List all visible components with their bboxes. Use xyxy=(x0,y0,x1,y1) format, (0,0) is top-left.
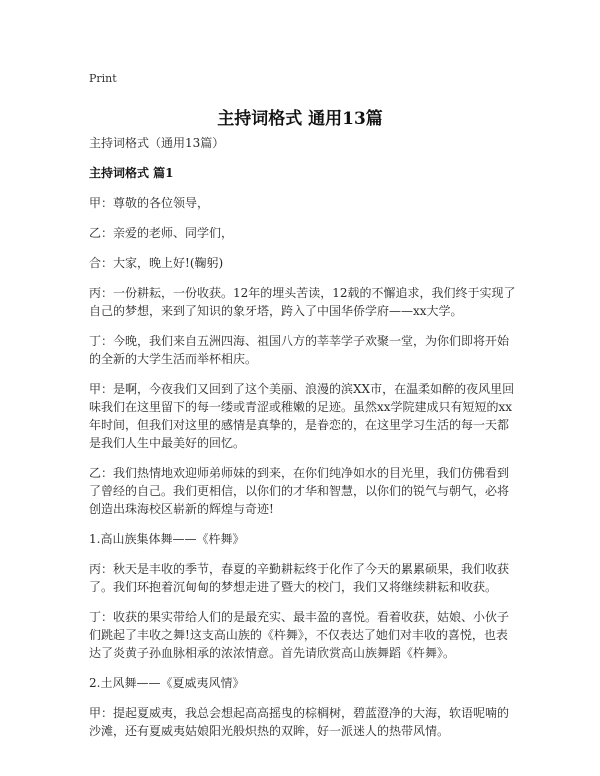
paragraph: 乙：我们热情地欢迎师弟师妹的到来，在你们纯净如水的目光里，我们仿佛看到了曾经的自己。我们更相信，以你们的才华和智慧，以你们的锐气与朝气，必将创造出珠海校区崭新的辉煌与奇迹! xyxy=(89,466,510,516)
paragraph: 丁：今晚，我们来自五洲四海、祖国八方的莘莘学子欢聚一堂，为你们即将开始的全新的大学生活而举杯相庆。 xyxy=(89,334,510,366)
print-label[interactable]: Print xyxy=(89,72,117,85)
document-body xyxy=(89,134,519,740)
paragraph: 甲：尊敬的各位领导， xyxy=(89,196,210,210)
paragraph: 丙：秋天是丰收的季节，春夏的辛勤耕耘终于化作了今天的累累硕果，我们收获了。我们环抱着沉甸甸的梦想走进了暨大的校门，我们又将继续耕耘和收获。 xyxy=(89,562,510,594)
doc-subtitle: 主持词格式（通用13篇） xyxy=(89,136,225,150)
item-heading: 1.高山族集体舞——《杵舞》 xyxy=(89,532,245,546)
paragraph: 甲：是啊，今夜我们又回到了这个美丽、浪漫的滨XX市，在温柔如醉的夜风里回味我们在这里留下的每一缕或青涩或稚嫩的足迹。虽然xx学院建成只有短短的xx年时间，但我们对这里的感情是真挚的，是眷恋的，在这里学习生活的每一天都是我们人生中最美好的回忆。 xyxy=(89,382,515,450)
page-title: 主持词格式 通用13篇 xyxy=(217,109,383,129)
paragraph: 丁：收获的果实带给人们的是最充实、最丰盈的喜悦。看着收获，姑娘、小伙子们跳起了丰收之舞!这支高山族的《杵舞》，不仅表达了她们对丰收的喜悦，也表达了炎黄子孙血脉相承的浓浓情意。首先请欣赏高山族舞蹈《杵舞》。 xyxy=(89,610,510,660)
section-heading: 主持词格式 篇1 xyxy=(89,166,174,180)
item-heading: 2.土风舞——《夏威夷风情》 xyxy=(89,676,245,690)
paragraph: 丙：一份耕耘，一份收获。12年的埋头苦读，12载的不懈追求，我们终于实现了自己的梦想，来到了知识的象牙塔，跨入了中国华侨学府——xx大学。 xyxy=(89,286,516,318)
paragraph: 合：大家，晚上好!(鞠躬) xyxy=(89,256,224,270)
paragraph: 甲：提起夏威夷，我总会想起高高摇曳的棕榈树，碧蓝澄净的大海，软语呢喃的沙滩，还有夏威夷姑娘阳光般炽热的双眸，好一派迷人的热带风情。 xyxy=(89,706,510,738)
paragraph: 乙：亲爱的老师、同学们， xyxy=(89,226,234,240)
